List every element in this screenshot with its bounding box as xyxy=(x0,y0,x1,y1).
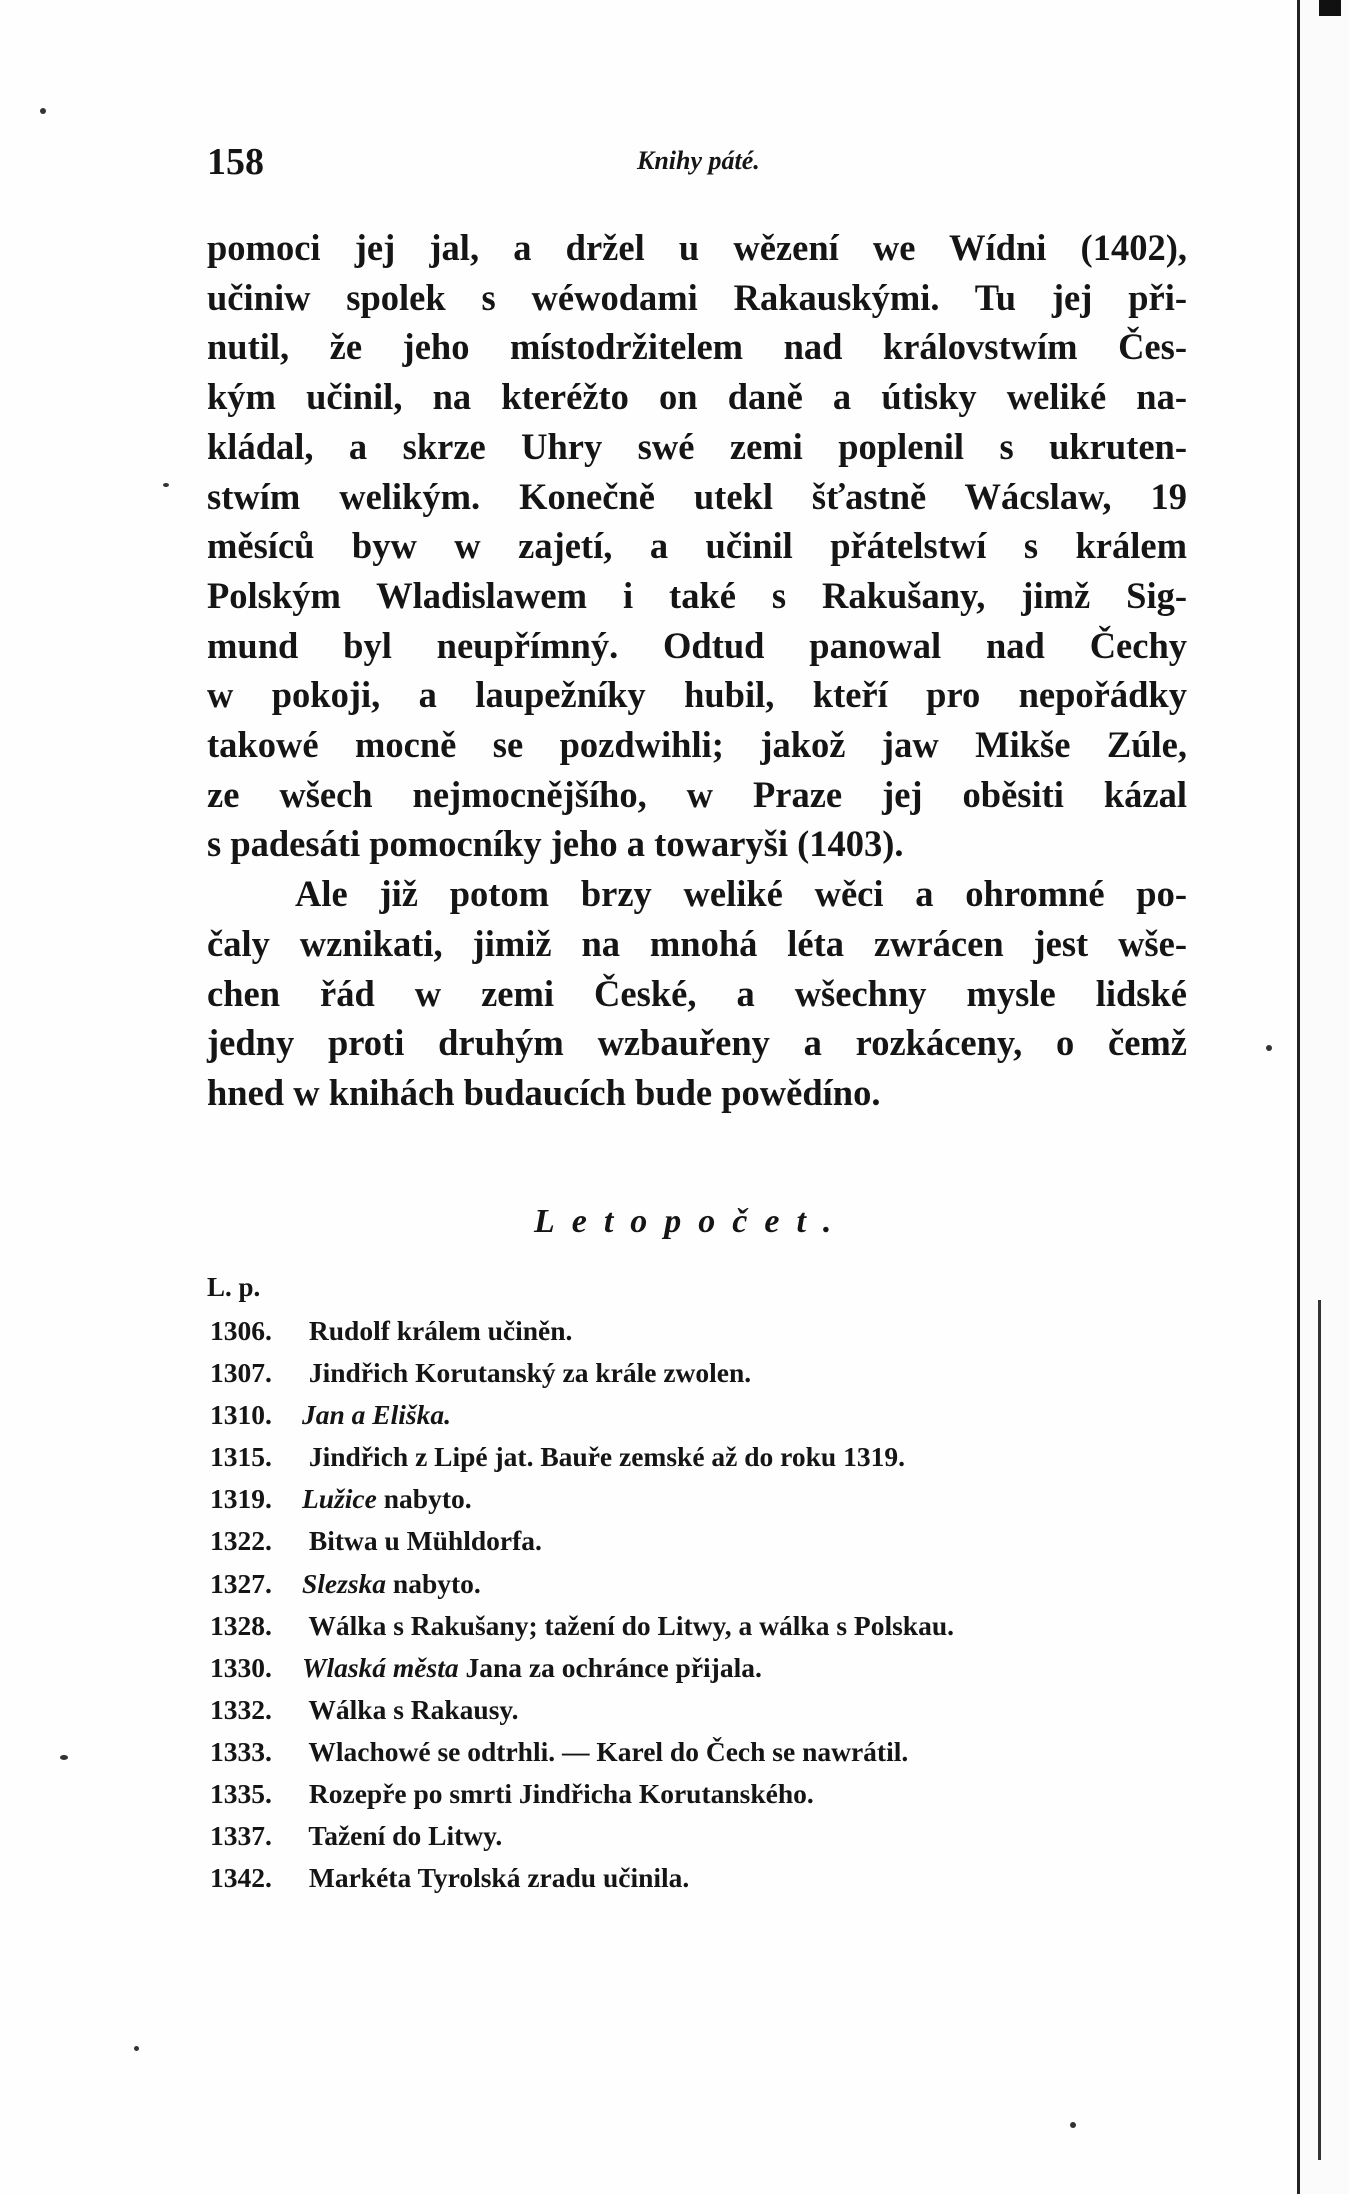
entry-year: 1333. xyxy=(210,1735,272,1767)
text-line: s padesáti pomocníky jeho a towaryši (1403). xyxy=(207,823,904,865)
entry-text: nabyto. xyxy=(383,1483,472,1515)
entry-year: 1327. xyxy=(210,1567,272,1599)
entry-year: 1306. xyxy=(210,1315,272,1346)
chronology-title: Letopočet. xyxy=(534,1203,849,1240)
entry-year: 1342. xyxy=(210,1862,272,1894)
entry-text: nabyto. xyxy=(392,1567,481,1599)
entry-text: Jana za ochránce přijala. xyxy=(465,1651,762,1683)
chronology-entry xyxy=(210,1773,1210,1815)
entry-year: 1332. xyxy=(210,1693,272,1725)
text-line: ze wšech nejmocnějšího, w Praze jej oběsiti kázal xyxy=(207,773,1187,815)
scan-speck xyxy=(1266,1045,1272,1051)
chronology-entry xyxy=(210,1689,1210,1731)
text-line: čaly wznikati, jimiž na mnohá léta zwrácen jest wše- xyxy=(207,922,1187,964)
text-line: w pokoji, a laupežníky hubil, kteří pro nepořádky xyxy=(207,674,1187,716)
entry-text: Rudolf králem učiněn. xyxy=(308,1315,573,1346)
entry-year: 1307. xyxy=(210,1357,272,1389)
entry-year: 1322. xyxy=(210,1525,272,1557)
chronology-entry xyxy=(210,1310,1210,1352)
entry-text: Jindřich Korutanský za krále zwolen. xyxy=(308,1357,752,1389)
entry-year: 1310. xyxy=(210,1399,272,1431)
text-line: mund byl neupřímný. Odtud panowal nad Čechy xyxy=(207,624,1187,666)
entry-text: Markéta Tyrolská zradu učinila. xyxy=(308,1862,690,1894)
text-line: takowé mocně se pozdwihli; jakož jaw Mikše Zúle, xyxy=(207,724,1187,766)
page-header xyxy=(207,140,1197,190)
scan-speck xyxy=(40,108,46,114)
entry-text: Jindřich z Lipé jat. Bauře zemské až do roku 1319. xyxy=(308,1441,905,1473)
body-text xyxy=(207,223,1187,1118)
chronology-entry xyxy=(210,1394,1210,1436)
chronology-entry xyxy=(210,1478,1210,1520)
scan-speck xyxy=(134,2046,139,2051)
entry-italic-text: Lužice xyxy=(302,1483,377,1515)
chronology-list xyxy=(210,1310,1210,1899)
entry-year: 1315. xyxy=(210,1441,272,1473)
page-number: 158 xyxy=(207,141,264,183)
edge-line xyxy=(1318,1300,1321,2160)
chronology-entry xyxy=(210,1520,1210,1562)
text-line: hned w knihách budaucích bude powědíno. xyxy=(207,1071,881,1113)
scan-speck xyxy=(60,1755,68,1760)
entry-text: Wlachowé se odtrhli. — Karel do Čech se nawrátil. xyxy=(308,1735,909,1767)
chronology-column-header: L. p. xyxy=(207,1272,261,1302)
entry-year: 1330. xyxy=(210,1651,272,1683)
entry-text: Wálka s Rakušany; tažení do Litwy, a wálka s Polskau. xyxy=(308,1609,955,1641)
chronology-entry xyxy=(210,1815,1210,1857)
text-line: měsíců byw w zajetí, a učinil přátelstwí s králem xyxy=(207,525,1187,567)
running-title: Knihy páté. xyxy=(637,146,760,175)
text-line: kládal, a skrze Uhry swé zemi poplenil s ukruten- xyxy=(207,425,1187,467)
corner-mark xyxy=(1319,0,1341,16)
text-line: nutil, že jeho místodržitelem nad královstwím Čes- xyxy=(207,326,1187,368)
chronology-entry xyxy=(210,1605,1210,1647)
entry-italic-text: Slezska xyxy=(302,1567,387,1599)
chronology-entry xyxy=(210,1731,1210,1773)
entry-year: 1328. xyxy=(210,1609,272,1641)
text-line: kým učinil, na kteréžto on daně a útisky weliké na- xyxy=(207,376,1187,418)
text-line: pomoci jej jal, a držel u wězení we Wídni (1402), xyxy=(207,227,1187,268)
entry-italic-text: Wlaská města xyxy=(302,1651,459,1683)
entry-text: Wálka s Rakausy. xyxy=(308,1693,519,1725)
scan-speck xyxy=(1070,2122,1076,2128)
text-line: Ale již potom brzy weliké wěci a ohromné po- xyxy=(295,873,1187,915)
text-line: stwím welikým. Konečně utekl šťastně Wácslaw, 19 xyxy=(207,475,1187,517)
chronology-entry xyxy=(210,1352,1210,1394)
text-line: učiniw spolek s wéwodami Rakauskými. Tu jej při- xyxy=(207,276,1187,318)
text-line: chen řád w zemi České, a wšechny mysle lidské xyxy=(207,972,1187,1014)
entry-text: Bitwa u Mühldorfa. xyxy=(308,1525,542,1557)
entry-text: Rozepře po smrti Jindřicha Korutanského. xyxy=(308,1778,814,1810)
chronology-entry xyxy=(210,1647,1210,1689)
text-line: jedny proti druhým wzbauřeny a rozkáceny, o čemž xyxy=(207,1022,1187,1064)
entry-italic-text: Jan a Eliška. xyxy=(302,1399,451,1431)
text-line: Polským Wladislawem i také s Rakušany, jimž Sig- xyxy=(207,574,1187,616)
entry-text: Tažení do Litwy. xyxy=(308,1820,503,1852)
entry-year: 1337. xyxy=(210,1820,272,1852)
chronology-entry xyxy=(210,1563,1210,1605)
chronology-entry xyxy=(210,1857,1210,1899)
entry-year: 1319. xyxy=(210,1483,272,1515)
chronology-entry xyxy=(210,1436,1210,1478)
page-edge xyxy=(1297,0,1349,2194)
entry-year: 1335. xyxy=(210,1778,272,1810)
scan-speck xyxy=(163,483,169,487)
